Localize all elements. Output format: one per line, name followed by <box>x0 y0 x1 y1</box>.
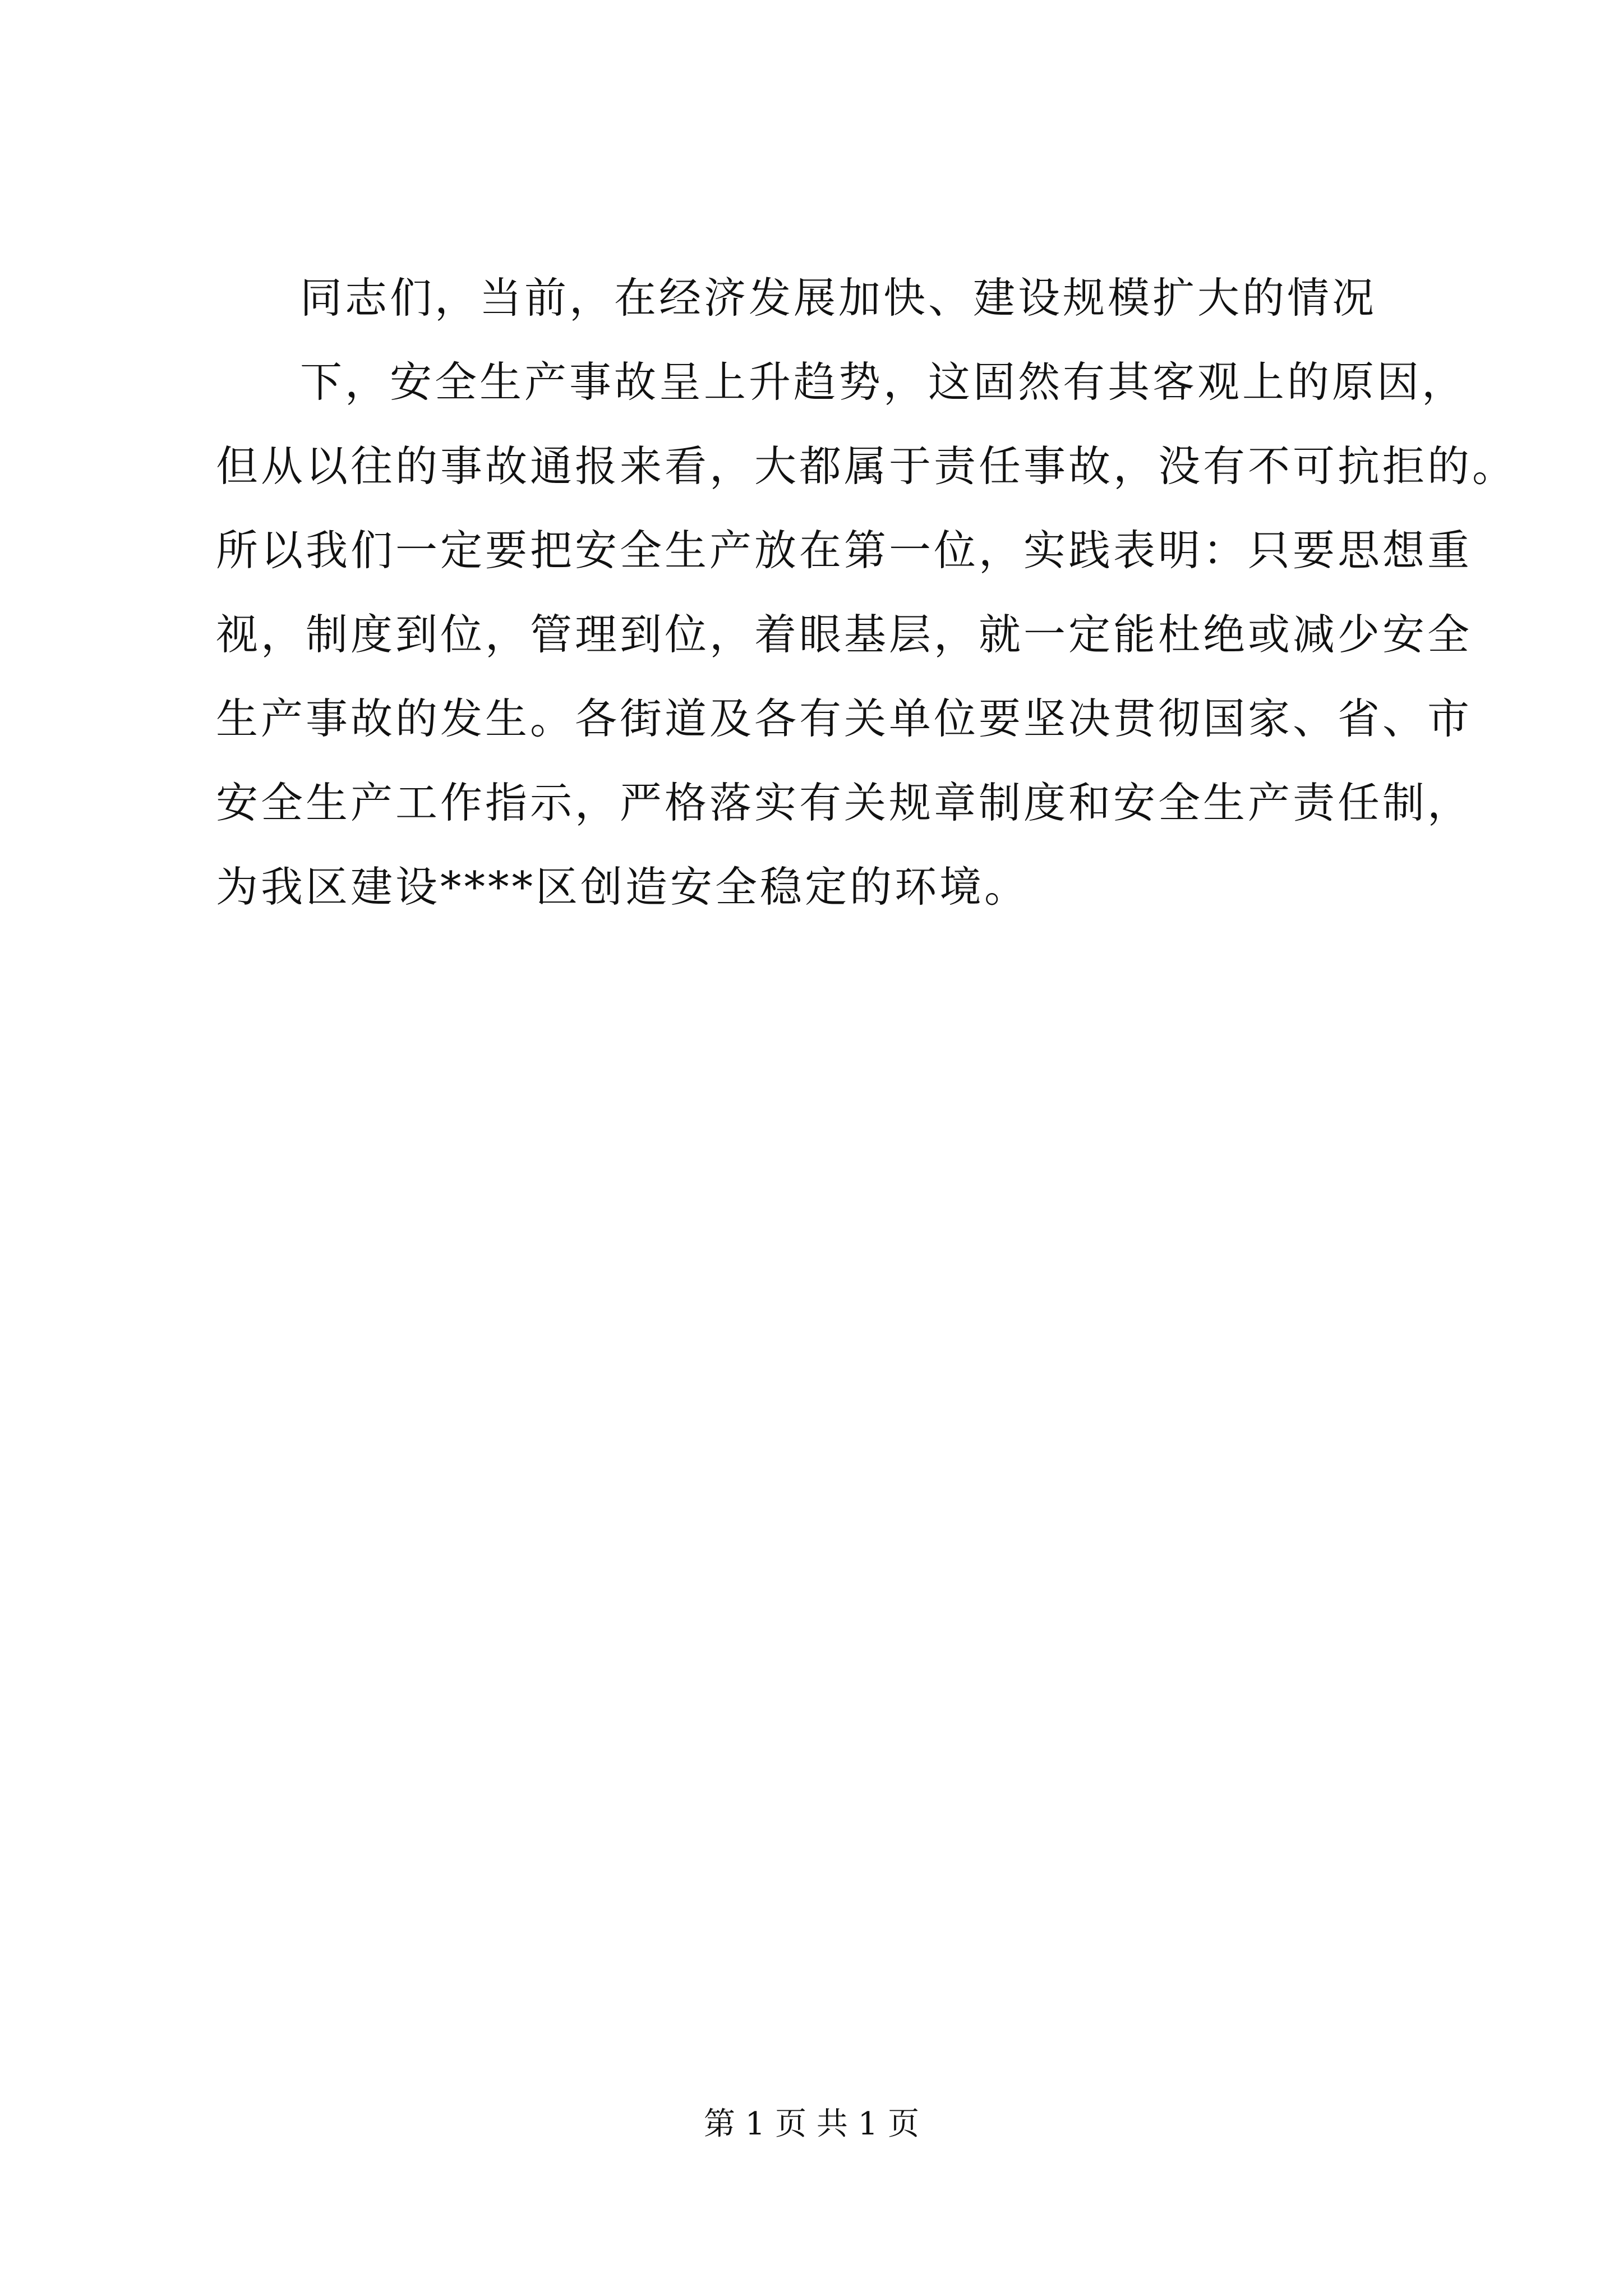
body-paragraph <box>216 256 1518 929</box>
text-line: 所以我们一定要把安全生产放在第一位，实践表明：只要思想重 <box>216 526 1473 575</box>
text-line: 安全生产工作指示，严格落实有关规章制度和安全生产责任制， <box>216 778 1473 827</box>
text-line: 视，制度到位，管理到位，着眼基层，就一定能杜绝或减少安全 <box>216 610 1473 659</box>
text-line: 同志们，当前，在经济发展加快、建设规模扩大的情况 <box>300 273 1377 323</box>
text-line: 生产事故的发生。各街道及各有关单位要坚决贯彻国家、省、市 <box>216 694 1473 743</box>
text-line: 为我区建设****区创造安全稳定的环境。 <box>216 862 1030 912</box>
text-line: 但从以往的事故通报来看，大都属于责任事故，没有不可抗拒的。 <box>216 441 1518 491</box>
page-number-footer: 第 1 页 共 1 页 <box>703 2106 920 2142</box>
text-line: 下，安全生产事故呈上升趋势，这固然有其客观上的原因， <box>300 357 1467 407</box>
